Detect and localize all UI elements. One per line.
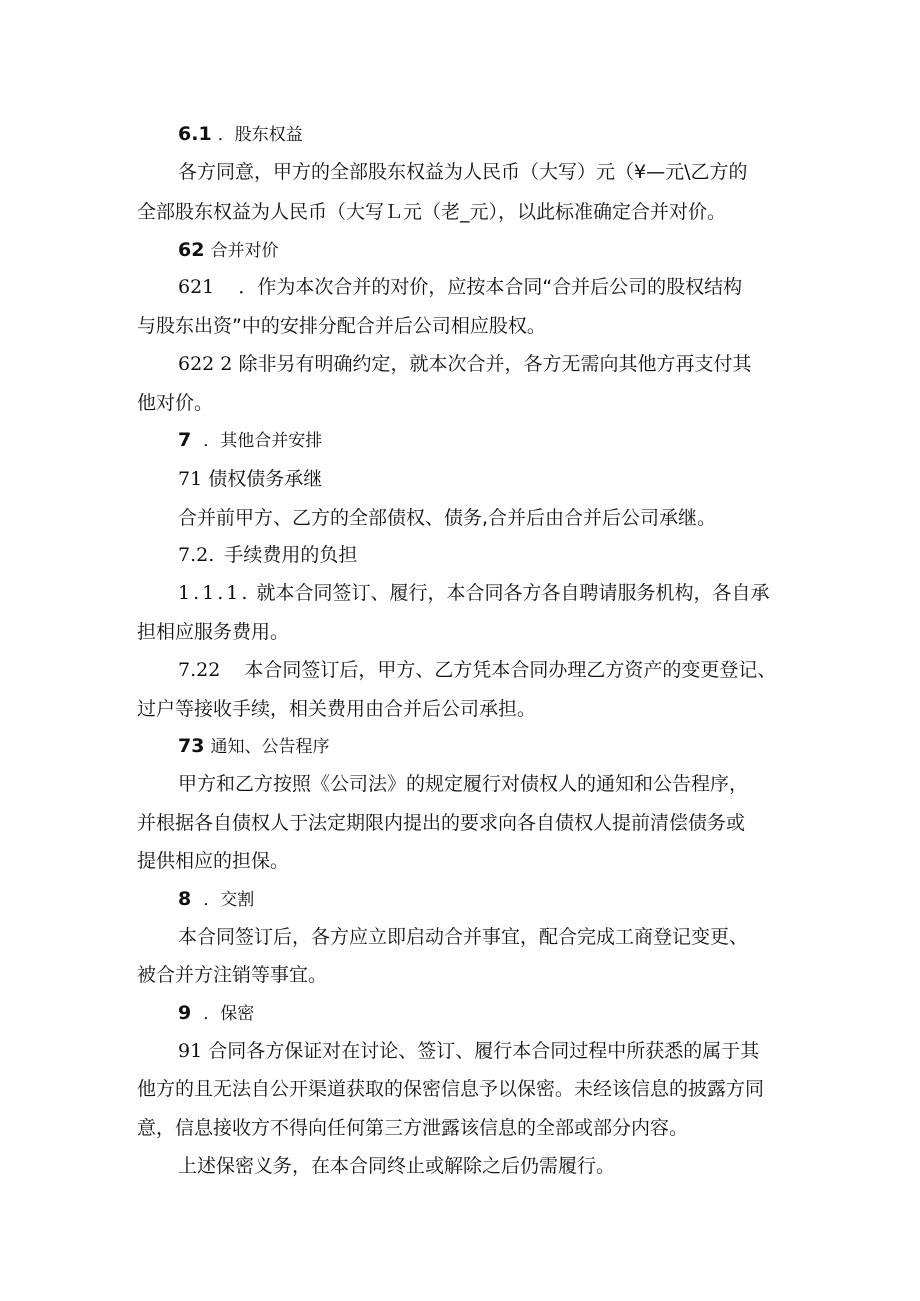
paragraph-line: 他方的且无法自公开渠道获取的保密信息予以保密。未经该信息的披露方同 [137, 1078, 765, 1100]
clause-text: 本合同签订后，甲方、乙方凭本合同办理乙方资产的变更登记、 [244, 659, 777, 681]
clause-text: 合同各方保证对在讨论、签订、履行本合同过程中所获悉的属于其 [208, 1040, 760, 1062]
paragraph-line: 上述保密义务，在本合同终止或解除之后仍需履行。 [178, 1155, 616, 1177]
clause-text: 除非另有明确约定，就本次合并，各方无需向其他方再支付其 [238, 353, 752, 375]
section-title: ．保密 [203, 1004, 255, 1024]
section-number: 7 [178, 429, 192, 451]
paragraph-line: 担相应服务费用。 [137, 621, 290, 643]
subsection-7-3-heading [178, 734, 330, 759]
paragraph-line: 全部股东权益为人民币（大写Ｌ元（老_元），以此标准确定合并对价。 [137, 201, 727, 223]
paragraph-line: 甲方和乙方按照《公司法》的规定履行对债权人的通知和公告程序， [178, 773, 749, 795]
section-number: 7.2. [178, 544, 215, 566]
section-6-2-heading [178, 238, 279, 263]
clause-number: 622 2 [178, 353, 233, 375]
clause-number: 7.22 [178, 659, 221, 681]
section-title: ．交割 [203, 890, 255, 910]
section-number: 8 [178, 888, 192, 910]
clause-number: 621 [178, 276, 215, 298]
section-title: ．股东权益 [217, 125, 303, 145]
paragraph-line [178, 581, 769, 605]
paragraph-line: 本合同签订后，各方应立即启动合并事宜，配合完成工商登记变更、 [178, 926, 749, 948]
section-number: 62 [178, 239, 205, 261]
section-number: 71 [178, 468, 203, 490]
section-number: 6.1 [178, 123, 212, 145]
section-number: 73 [178, 735, 205, 757]
section-title: 手续费用的负担 [224, 544, 358, 566]
paragraph-line [178, 275, 742, 299]
paragraph-line: 过户等接收手续，相关费用由合并后公司承担。 [137, 698, 537, 720]
paragraph-line: 合并前甲方、乙方的全部债权、债务,合并后由合并后公司承继。 [178, 507, 717, 529]
paragraph-line [178, 1039, 759, 1063]
section-title: 通知、公告程序 [210, 737, 330, 757]
paragraph-line: 与股东出资”中的安排分配合并后公司相应股权。 [137, 315, 546, 337]
clause-text: 就本合同签订、履行，本合同各方各自聘请服务机构，各自承 [256, 582, 770, 604]
paragraph-line: 并根据各自债权人于法定期限内提出的要求向各自债权人提前清偿债务或 [137, 812, 746, 834]
section-title: 债权债务承继 [208, 468, 323, 490]
clause-number: 91 [178, 1040, 203, 1062]
section-6-1-heading [178, 122, 303, 147]
section-title: 合并对价 [210, 241, 279, 261]
paragraph-line: 意，信息接收方不得向任何第三方泄露该信息的全部或部分内容。 [137, 1117, 689, 1139]
clause-text: ．作为本次合并的对价，应按本合同“合并后公司的股权结构 [238, 276, 743, 298]
paragraph-line: 他对价。 [137, 392, 214, 414]
section-9-heading [178, 1001, 254, 1026]
section-number: 9 [178, 1002, 192, 1024]
section-7-heading [178, 428, 322, 453]
section-8-heading [178, 887, 254, 912]
paragraph-line: 各方同意，甲方的全部股东权益为人民币（大写）元（¥—元\乙方的 [178, 161, 748, 183]
paragraph-line [178, 658, 776, 682]
paragraph-line: 提供相应的担保。 [137, 850, 290, 872]
section-title: ．其他合并安排 [203, 431, 323, 451]
clause-number: 1.1.1. [178, 582, 251, 604]
paragraph-line [178, 352, 751, 376]
subsection-7-1-heading [178, 467, 322, 491]
paragraph-line: 被合并方注销等事宜。 [137, 964, 328, 986]
subsection-7-2-heading [178, 543, 357, 567]
